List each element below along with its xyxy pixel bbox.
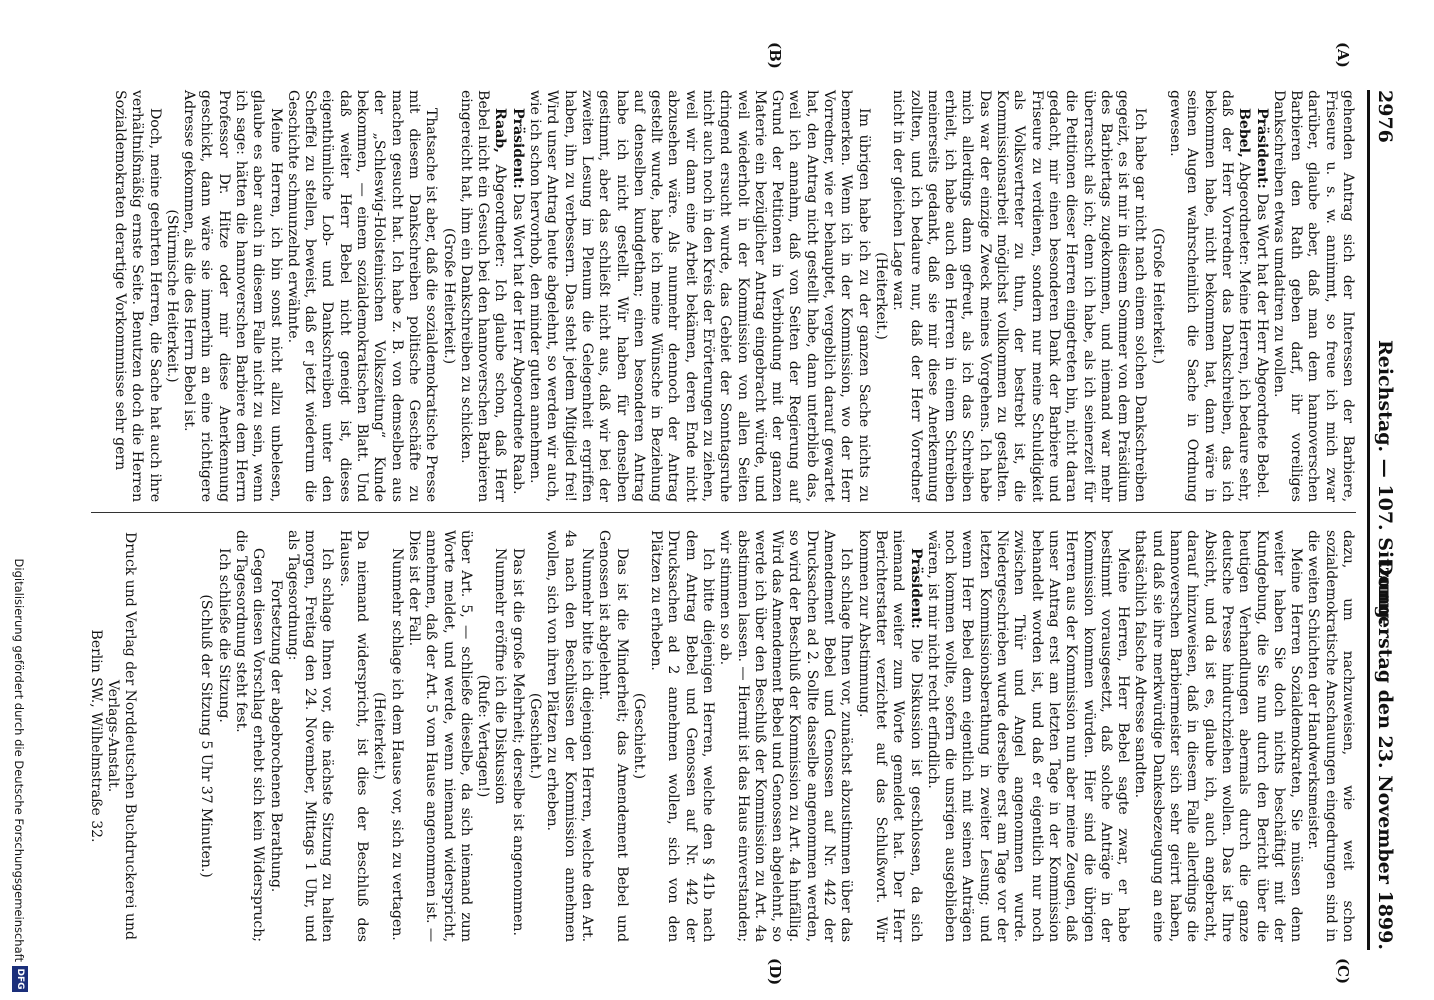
- paragraph: [1166, 90, 1252, 502]
- paragraph: [889, 90, 1148, 502]
- margin-marker-a: (A): [1334, 42, 1352, 68]
- margin-marker-d: (D): [766, 958, 784, 986]
- paragraph-text: Ich habe gar nicht nach einem solchen Dankschreiben gegeizt, es ist mir in diesem Sommer von dem Präsidium des Barbiertags zugekommen, und niemand war mehr überrascht als ich; denn ich habe, als ich seinerzeit für die Petitionen dieser Herren eingetreten bin, nicht daran gedacht, mir einen besonderen Dank der Barbiere und Friseure zu verdienen, sondern nur meine Schuldigkeit als Volksvertreter zu thun, der bestrebt ist, die Kommissionsarbeit möglichst vollkommen zu gestalten. Das war der einzige Zweck meines Vorgehens. Ich habe mich allerdings dann gefreut, als ich das Schreiben erhielt, ich habe auch den Herren in einem Schreiben meinerseits gedankt, daß sie mir diese Anerkennung zollten, und ich bedaure nur, daß der Herr Vorredner nicht in der gleichen Lage war.: [890, 90, 1149, 502]
- paragraph-text: über Art. 5, — schließe dieselbe, da sich niemand zum Worte meldet, und werde, wenn niemand widerspricht, annehmen, daß der Art. 5 vom Hause angenommen ist. — Dies ist der Fall.: [405, 530, 474, 942]
- paragraph-text: Thatsache ist aber, daß die sozialdemokratische Presse mit diesem Dankschreiben politische Geschäfte zu machen gesucht hat. Ich habe z. B. von demselben aus der „Schleswig-Holsteinischen Volkszeitung“ Kunde bekommen, — einem sozialdemokratischen Blatt. Und daß weiter Herr Bebel nicht geneigt ist, dieses eigenthümliche Lob- und Dankschreiben unter den Scheffel zu stellen, beweist, daß er jetzt wiederum die Geschichte schmunzelnd erwähnte.: [284, 90, 440, 502]
- paragraph: [491, 530, 508, 942]
- paragraph: [1270, 90, 1356, 502]
- paragraph-text: Das Wort hat der Herr Abgeordnete Bebel.: [1253, 193, 1270, 499]
- stage-direction: [630, 530, 647, 942]
- paragraph-text: Ich schlage Ihnen vor, die nächste Sitzung zu halten morgen, Freitag den 24. November, Mittags 1 Uhr, und als Tagesordnung:: [284, 530, 336, 942]
- paragraph-text: Das ist die Minderheit; das Amendement Bebel und Genossen ist abgelehnt.: [596, 530, 630, 942]
- speaker-name: Raab,: [492, 108, 509, 153]
- paragraph-text: Im übrigen habe ich zu der ganzen Sache nichts zu bemerken. Wenn ich in der Kommission, wo der Herr Vorredner, wie er behauptet, vergeblich darauf gewartet hat, den Antrag nicht gestellt habe, dann unterblieb das, weil ich annahm, daß von Seiten der Regierung auf Grund der Petitionen in Verbindung mit der ganzen Materie ein bezüglicher Antrag eingebracht würde, und weil wiederholt in der Kommission von allen Seiten dringend ersucht wurde, das Gebiet der Sonntagsruhe nicht auch noch in den Kreis der Erörterungen zu ziehen, weil wir dann eine Arbeit bekämen, deren Ende nicht abzusehen wäre. Als nunmehr dennoch der Antrag gestellt wurde, habe ich meine Wünsche in Beziehung auf denselben kundgethan; einen besonderen Antrag habe ich nicht gestellt. Wir haben für denselben gestimmt, aber das schließt nicht aus, daß wir bei der zweiten Lesung im Plenum die Gelegenheit ergriffen haben, ihn zu verbessern. Das steht jedem Mitglied frei! Wird unser Antrag heute abgelehnt, so werden wir auch, wie ich schon hervorhob, den minder guten annehmen.: [527, 90, 872, 502]
- paragraph-text: Nunmehr schlage ich dem Hause vor, sich zu vertagen.: [388, 548, 405, 941]
- paragraph-text: Ich schlage Ihnen vor, zunächst abzustimmen über das Amendement Bebel und Genossen auf Nr. 442 der Drucksachen ad 2. Sollte dasselbe angenommen werden, so wird der Beschluß der Kommission zu Art. 4a hinfällig. Wird das Amendement Bebel und Genossen abgelehnt, so werde ich über den Beschluß der Kommission zu Art. 4a abstimmen lassen. — Hiermit ist das Haus einverstanden; wir stimmen so ab.: [717, 530, 855, 942]
- paragraph-text: (Heiterkeit.): [872, 252, 889, 340]
- paragraph: [647, 530, 716, 942]
- margin-marker-b: (B): [766, 42, 784, 69]
- paragraph-text: (Schluß der Sitzung 5 Uhr 37 Minuten.): [198, 594, 215, 878]
- paragraph: [284, 90, 440, 502]
- paragraph-text: (Große Heiterkeit.): [440, 227, 457, 365]
- paragraph: [508, 530, 525, 942]
- stage-direction: [370, 530, 387, 942]
- paragraph-text: dazu, um nachzuweisen, wie weit schon sozialdemokratische Anschauungen eingedrungen sind in die weiten Schichten der Handwerksmeister.: [1305, 530, 1356, 942]
- paragraph: [1252, 90, 1269, 502]
- paragraph-text: Doch, meine geehrten Herren, die Sache hat auch ihre verhältnißmäßig ernste Seite. Benutzen doch die Herren Sozialdemokraten derartige Vorkommnisse sehr gern: [111, 90, 163, 502]
- paragraph: [1131, 530, 1304, 942]
- paragraph-text: Das ist die große Mehrheit; derselbe ist angenommen.: [509, 548, 526, 936]
- right-text-column: [197, 530, 1356, 942]
- paragraph-text: Nunmehr bitte ich diejenigen Herren, welche den Art. 4a nach den Beschlüssen der Kommission annehmen wollen, sich von ihren Plätzen zu erheben.: [544, 530, 595, 942]
- paragraph-text: Meine Herren, ich bin sonst nicht allzu unbelesen, glaube es aber auch in diesem Falle nicht zu sein, wenn ich sage: hätten die hannoverschen Barbiere dem Herrn Professor Dr. Hitze oder mir diese Anerkennung geschickt, dann wäre sie immerhin an eine richtigere Adresse gekommen, als die des Herrn Bebel ist.: [181, 90, 284, 502]
- paragraph-text: (Geschieht.): [630, 692, 647, 780]
- paragraph-text: Fortsetzung der abgebrochenen Berathung.: [267, 579, 284, 893]
- paragraph-text: Die Diskussion ist geschlossen, da sich niemand weiter zum Worte gemeldet hat. Der Herr Berichterstatter verzichtet auf das Schlußwort. Wir kommen zur Abstimmung.: [855, 530, 924, 942]
- paragraph: [1304, 530, 1356, 942]
- stage-direction: [197, 530, 214, 942]
- speaker-name: Präsident:: [907, 548, 924, 629]
- paragraph: [716, 530, 854, 942]
- column-divider: [91, 512, 1356, 513]
- paragraph-text: (Heiterkeit.): [371, 692, 388, 780]
- paragraph: [284, 530, 336, 942]
- margin-marker-c: (C): [1334, 958, 1352, 985]
- speaker-name: Präsident:: [1253, 108, 1270, 189]
- page-number: 2976: [1374, 90, 1396, 143]
- paragraph-text: Abgeordneter: Meine Herren, ich bedaure sehr, daß der Herr Vorredner das Dankschreiben, das ich bekommen habe, nicht bekommen hat, dann wäre in seinen Augen wahrscheinlich die Sache in Ordnung gewesen.: [1167, 90, 1253, 502]
- paragraph: [387, 530, 404, 942]
- paragraph: [214, 530, 231, 942]
- funding-credit: Digitalisierung gefördert durch die Deutsche Forschungsgemeinschaft: [12, 558, 26, 962]
- page-header: [1367, 90, 1396, 950]
- paragraph-text: Nunmehr eröffne ich die Diskussion: [492, 548, 509, 805]
- paragraph: [405, 530, 474, 942]
- paragraph: [508, 90, 525, 502]
- paragraph-text: Meine Herren Sozialdemokraten, Sie müssen denn weiter haben Sie doch nichts beschäftigt mit der Kundgebung, die Sie nun durch den Bericht über die heutigen Verhandlungen abermals durch die ganze deutsche Presse hindurchziehen wollen. Das ist Ihre Absicht, und da ist es, glaube ich, auch angebracht, darauf hinzuweisen, daß in diesem Falle allerdings die hannoverschen Barbiermeister sich sehr geirrt haben, und daß sie ihre merkwürdige Dankesbezeugung an eine thatsächlich falsche Adresse sandten.: [1132, 530, 1305, 942]
- session-date: Donnerstag den 23. November 1899.: [1374, 559, 1396, 950]
- paragraph: [335, 530, 370, 942]
- printer-imprint: [87, 530, 138, 942]
- paragraph-text: Da niemand widerspricht, ist dies der Beschluß des Hauses.: [336, 530, 371, 942]
- paragraph-text: Das Wort hat der Herr Abgeordnete Raab.: [509, 193, 526, 495]
- paragraph-text: Meine Herren, Herr Bebel sagte zwar, er habe bestimmt vorausgesetzt, daß solche Anträge in der Kommission kommen würden. Hier sind die übrigen Herren aus der Kommission nun aber meine Zeugen, daß unser Antrag erst am letzten Tage in der Kommission behandelt worden ist, und daß er eigentlich nur noch zwischen Thür und Angel angenommen wurde. Niedergeschrieben wurde derselbe erst am Tage vor der letzten Kommissionsberathung in zweiter Lesung; und wenn Herr Bebel denn eigentlich mit seinen Anträgen noch kommen wollte, sofern die unsrigen ausgeblieben wären, ist mir nicht recht erfindlich.: [924, 530, 1132, 942]
- paragraph: [526, 90, 872, 502]
- stage-direction: [872, 90, 889, 502]
- paragraph-text: gehenden Antrag sich der Interessen der Barbiere, Friseure u. s. w. annimmt, so freue ich mich zwar darüber, glaube aber, daß man dem hannoverschen Barbieren den Rath geben darf, ihr voreiliges Dankschreiben etwas umdatiren zu wollen.: [1270, 90, 1356, 502]
- paragraph: [457, 90, 509, 502]
- stage-direction: [439, 90, 456, 502]
- page-title: Reichstag. — 107. Sitzung.: [1374, 340, 1396, 626]
- paragraph-text: Ich bitte diejenigen Herren, welche den § 41b nach dem Antrag Bebel und Genossen auf Nr. 442 der Drucksachen ad 2 annehmen wollen, sich von den Plätzen zu erheben.: [648, 530, 717, 942]
- paragraph-text: Abgeordneter: Ich glaube schon, daß Herr Bebel nicht ein Gesuch bei den hannoverschen Barbieren eingereicht hat, ihm ein Dankschreiben zu schicken.: [457, 90, 509, 502]
- paragraph: [232, 530, 267, 942]
- paragraph-text: (Rufe: Vertagen!): [475, 674, 492, 798]
- dfg-logo: DFG: [12, 966, 28, 992]
- paragraph: [111, 90, 163, 502]
- speaker-name: Bebel,: [1236, 108, 1253, 158]
- imprint-line: Druck und Verlag der Norddeutschen Buchdruckerei und Verlags-Anstalt.: [105, 532, 138, 940]
- paragraph-text: (Stürmische Heiterkeit.): [163, 209, 180, 383]
- stage-direction: [474, 530, 491, 942]
- paragraph-text: (Große Heiterkeit.): [1149, 227, 1166, 365]
- paragraph: [924, 530, 1132, 942]
- paragraph: [854, 530, 923, 942]
- paragraph-text: Gegen diesen Vorschlag erhebt sich kein Widerspruch; die Tagesordnung steht fest.: [233, 530, 267, 942]
- stage-direction: [1148, 90, 1165, 502]
- stage-direction: [526, 530, 543, 942]
- stage-direction: [163, 90, 180, 502]
- paragraph: [595, 530, 630, 942]
- paragraph-text: (Geschieht.): [527, 692, 544, 780]
- speaker-name: Präsident:: [509, 108, 526, 189]
- paragraph-text: Ich schließe die Sitzung.: [215, 548, 232, 723]
- digitization-footer: [4, 0, 32, 1000]
- stage-direction: [266, 530, 283, 942]
- left-text-column: [111, 90, 1356, 502]
- paragraph: [180, 90, 284, 502]
- imprint-line: Berlin SW., Wilhelmstraße 32.: [88, 629, 104, 843]
- paragraph: [543, 530, 595, 942]
